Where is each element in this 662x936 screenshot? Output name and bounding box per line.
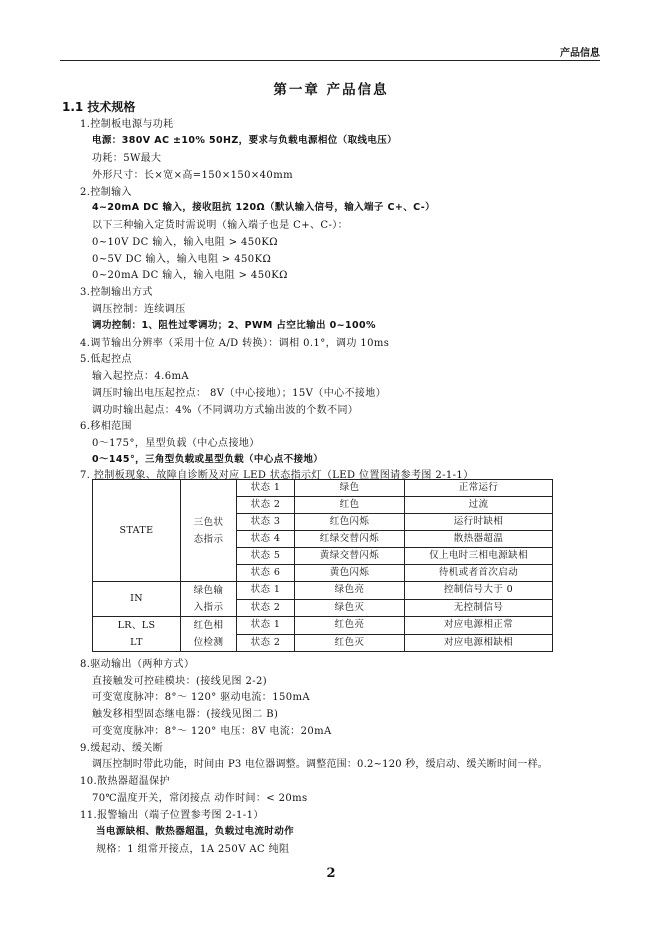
led-cell: 红色闪烁: [295, 514, 405, 531]
state-cell: 状态 6: [237, 565, 295, 582]
led-cell: 红色亮: [295, 617, 405, 635]
section-heading: 1.1 技术规格: [62, 100, 136, 114]
table-row: [93, 480, 553, 497]
text-line: 70℃温度开关，常闭接点 动作时间：< 20ms: [92, 793, 308, 804]
led-cell: 绿色灭: [295, 599, 405, 617]
text-line: 0~5V DC 输入，输入电阻 > 450KΩ: [92, 254, 272, 265]
text-line: 以下三种输入定货时需说明（输入端子也是 C+、C-）：: [92, 220, 349, 231]
text-line: 触发移相型固态继电器：(接线见图二 B): [92, 709, 279, 720]
text-line: 7. 控制板现象、故障自诊断及对应 LED 状态指示灯（LED 位置图请参考图 2-1-1）: [80, 470, 474, 481]
led-cell: 黄色闪烁: [295, 565, 405, 582]
text-line: 规格：1 组常开接点，1A 250V AC 纯阻: [96, 844, 290, 855]
led-cell: 红色灭: [295, 634, 405, 652]
text-line: 8.驱动输出（两种方式）: [80, 659, 195, 670]
led-status-table: [92, 479, 553, 652]
led-cell: 绿色亮: [295, 582, 405, 600]
chapter-title: 第一章 产品信息: [273, 82, 389, 98]
text-line: 10.散热器超温保护: [80, 776, 170, 787]
text-line: 9.缓起动、缓关断: [80, 743, 164, 754]
meaning-cell: 无控制信号: [405, 599, 553, 617]
meaning-cell: 待机或者首次启动: [405, 565, 553, 582]
text-line: 调压时输出电压起控点： 8V（中心接地）；15V（中心不接地）: [92, 388, 387, 399]
page-number: 2: [326, 866, 336, 881]
text-line: 调功控制：1、阻性过零调功；2、PWM 占空比输出 0~100%: [92, 320, 376, 331]
text-line: 2.控制输入: [80, 187, 132, 198]
led-cell: 红色: [295, 497, 405, 514]
table-row: [93, 617, 553, 635]
group-desc-text: 绿色输入指示: [193, 585, 224, 613]
state-cell: 状态 5: [237, 548, 295, 565]
text-line: 6.移相范围: [80, 421, 132, 432]
text-line: 输入起控点：4.6mA: [92, 371, 190, 382]
group-desc-cell: [181, 617, 237, 652]
text-line: 0~10V DC 输入，输入电阻 > 450KΩ: [92, 237, 278, 248]
table-row: [93, 582, 553, 600]
group-desc-text: 红色相位检测: [193, 620, 224, 648]
group-desc-text: 三色状态指示: [193, 516, 224, 545]
state-cell: 状态 1: [237, 582, 295, 600]
state-cell: 状态 1: [237, 480, 295, 497]
led-cell: 黄绿交替闪烁: [295, 548, 405, 565]
text-line: 0～175°，星型负载（中心点接地）: [92, 438, 260, 449]
text-line: 11.报警输出（端子位置参考图 2-1-1）: [80, 810, 264, 821]
group-desc-cell: [181, 480, 237, 582]
text-line: 调压控制时带此功能，时间由 P3 电位器调整。调整范围：0.2~120 秒，缓启动、缓关断时间一样。: [92, 759, 548, 770]
state-cell: 状态 2: [237, 634, 295, 652]
state-cell: 状态 1: [237, 617, 295, 635]
meaning-cell: 正常运行: [405, 480, 553, 497]
state-cell: 状态 4: [237, 531, 295, 548]
text-line: 电源：380V AC ±10% 50HZ，要求与负载电源相位（取线电压）: [92, 135, 398, 146]
group-desc-cell: [181, 582, 237, 617]
meaning-cell: 散热器超温: [405, 531, 553, 548]
meaning-cell: 运行时缺相: [405, 514, 553, 531]
text-line: 4.调节输出分辨率（采用十位 A/D 转换）：调相 0.1°，调功 10ms: [80, 338, 390, 349]
text-line: 1.控制板电源与功耗: [80, 119, 174, 130]
group-name-cell: IN: [93, 582, 181, 617]
group-name-text: LR、LSLT: [117, 620, 156, 648]
led-cell: 绿色: [295, 480, 405, 497]
text-line: 3.控制输出方式: [80, 287, 153, 298]
group-name-cell: STATE: [93, 480, 181, 582]
meaning-cell: 过流: [405, 497, 553, 514]
text-line: 0~20mA DC 输入，输入电阻 > 450KΩ: [92, 270, 288, 281]
meaning-cell: 控制信号大于 0: [405, 582, 553, 600]
text-line: 直接触发可控硅模块：(接线见图 2-2): [92, 676, 268, 687]
text-line: 调压控制：连续调压: [92, 304, 186, 315]
header-rule: [60, 60, 600, 61]
text-line: 4~20mA DC 输入，接收阻抗 120Ω（默认输入信号，输入端子 C+、C-）: [92, 202, 435, 213]
text-line: 5.低起控点: [80, 354, 132, 365]
text-line: 当电源缺相、散热器超温，负载过电流时动作: [96, 826, 295, 837]
state-cell: 状态 3: [237, 514, 295, 531]
state-cell: 状态 2: [237, 599, 295, 617]
led-cell: 红绿交替闪烁: [295, 531, 405, 548]
header-label: 产品信息: [560, 48, 600, 59]
state-cell: 状态 2: [237, 497, 295, 514]
group-name-cell: [93, 617, 181, 652]
text-line: 功耗：5W最大: [92, 153, 162, 164]
text-line: 外形尺寸：长×宽×高=150×150×40mm: [92, 170, 293, 181]
meaning-cell: 对应电源相缺相: [405, 634, 553, 652]
text-line: 0～145°，三角型负载或星型负载（中心点不接地）: [92, 454, 324, 465]
text-line: 可变宽度脉冲：8°～ 120° 驱动电流：150mA: [92, 692, 310, 703]
text-line: 调功时输出起点：4%（不同调功方式输出波的个数不同）: [92, 405, 359, 416]
meaning-cell: 仅上电时三相电源缺相: [405, 548, 553, 565]
text-line: 可变宽度脉冲：8°～ 120° 电压：8V 电流：20mA: [92, 726, 332, 737]
meaning-cell: 对应电源相正常: [405, 617, 553, 635]
